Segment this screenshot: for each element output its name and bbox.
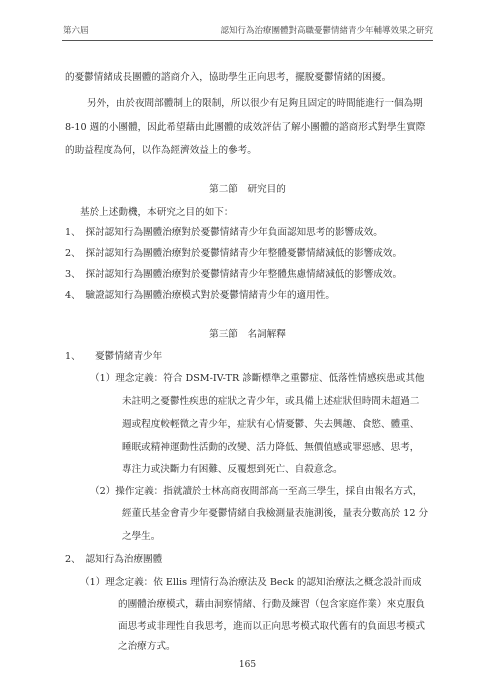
section-heading: 第三節 名詞解釋 (209, 329, 286, 340)
term-heading: 1、 憂鬱情緒青少年 (65, 351, 163, 362)
body-line: 專注力或決斷力有困難、反覆想到死亡、自殺意念。 (122, 464, 343, 475)
list-item: 4、 驗證認知行為團體治療模式對於憂鬱情緒青少年的適用性。 (65, 290, 335, 301)
page-number: 165 (238, 660, 257, 670)
body-line: 另外，由於夜間部體制上的限制，所以很少有足夠且固定的時間能進行一個為期 (87, 98, 423, 109)
list-item: 2、 探討認知行為團體治療對於憂鬱情緒青少年整體憂鬱情緒減低的影響成效。 (65, 248, 403, 259)
section-heading: 第二節 研究目的 (209, 184, 286, 195)
body-line: 的憂鬱情緒成長團體的諮商介入，協助學生正向思考，擺脫憂鬱情緒的困擾。 (65, 72, 392, 83)
list-item: 1、 探討認知行為團體治療對於憂鬱情緒青少年負面認知思考的影響成效。 (65, 227, 383, 238)
body-line: 基於上述動機，本研究之目的如下： (80, 207, 234, 218)
body-line: 週或程度較輕微之青少年，症狀有心情憂鬱、失去興趣、食慾、體重、 (122, 419, 420, 430)
header-divider (62, 40, 433, 41)
body-line: （1）理念定義：依 Ellis 理情行為治療法及 Beck 的認知治療法之概念設計而成 (80, 577, 422, 588)
body-line: （1）理念定義：符合 DSM-IV-TR 診斷標準之重鬱症、低落性情感疾患或其他 (90, 373, 425, 384)
body-line: 的助益程度為何，以作為經濟效益上的參考。 (65, 145, 257, 156)
body-line: 8-10 週的小團體，因此希望藉由此團體的成效評估了解小團體的諮商形式對學生實際 (65, 122, 426, 133)
header-right-text: 認知行為治療團體對高職憂鬱情緒青少年輔導效果之研究 (220, 26, 433, 36)
body-line: 未註明之憂鬱性疾患的症狀之青少年，或具備上述症狀但時間未超過二 (122, 396, 420, 407)
body-line: 面思考或非理性自我思考，進而以正向思考模式取代舊有的負面思考模式 (118, 621, 425, 632)
header-left-text: 第六屆 (63, 26, 89, 36)
body-line: 睡眠或精神運動性活動的改變、活力降低、無價值感或罪惡感、思考， (122, 442, 420, 453)
term-heading: 2、 認知行為治療團體 (65, 554, 163, 565)
body-line: 的團體治療模式，藉由洞察情緒、行動及練習（包含家庭作業）來克服負 (118, 599, 425, 610)
list-item: 3、 探討認知行為團體治療對於憂鬱情緒青少年整體焦慮情緒減低的影響成效。 (65, 269, 403, 280)
body-line: 之治療方式。 (118, 641, 176, 652)
body-line: 之學生。 (122, 531, 161, 542)
body-line: 經董氏基金會青少年憂鬱情緒自我檢測量表施測後，量表分數高於 12 分 (122, 508, 429, 519)
body-line: （2）操作定義：指就讀於士林高商夜間部高一至高三學生，採自由報名方式， (90, 486, 423, 497)
